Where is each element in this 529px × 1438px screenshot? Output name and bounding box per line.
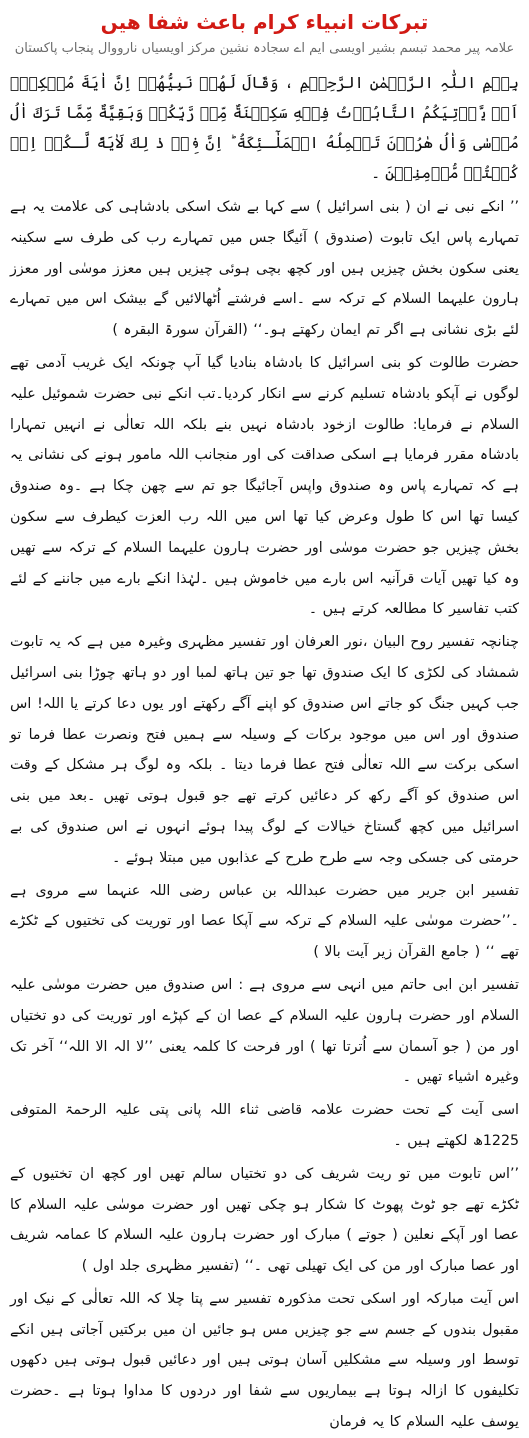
paragraph-talut: حضرت طالوت کو بنی اسرائیل کا بادشاہ بنادیا گیا آپ چونکہ ایک غریب آدمی تھے لوگوں نے آپکو بادشاہ تسلیم کرنے سے انکار کردیا۔تب انکے نبی حضرت شموئیل علیہ السلام نے فرمایا: طالوت ازخود بادشاہ نہیں بنے بلکہ اللہ تعالٰی نے انہیں تمہارا بادشاہ مقرر فرمایا ہے اسکی صداقت کی اور منجانب اللہ مامور ہونے کی نشانی یہ ہے کہ تمہارے پاس وہ صندوق واپس آجائیگا جو تم سے چھن چکا ہے ۔وہ صندوق کیسا تھا اس کا طول وعرض کیا تھا اس میں اللہ رب العزت کیطرف سے سکون بخش چیزیں جو حضرت موسٰی اور حضرت ہارون علیہما السلام کے ترکہ سے تھیں وہ کیا تھیں آیات قرآنیہ اس بارے میں خاموش ہیں ۔لہٰذا انکے بارے میں جاننے کے لئے کتب تفاسیر کا مطالعہ کرتے ہیں ۔ <box>10 354 519 618</box>
paragraph-tafsir-ruh-ul-bayan: چنانچہ تفسیر روح البیان ،نور العرفان اور تفسیر مظہری وغیرہ میں ہے کہ یہ تابوت شمشاد کی لکڑی کا ایک صندوق تھا جو تین ہاتھ لمبا اور دو ہاتھ چوڑا بنی اسرائیل جب کہیں جنگ کو جاتے اس صندوق کو اپنے آگے رکھتے اور یوں دعا کرتے یا اللہ! اس صندوق اور اس میں موجود برکات کے وسیلہ سے ہمیں فتح ونصرت عطا فرما تو اسکی برکت سے اللہ تعالٰی فتح عطا فرما دیتا ۔ بلکہ وہ لوگ ہر مشکل کے وقت اس صندوق کو آگے رکھ کر دعائیں کرتے تھے جو قبول ہوتی تھیں ۔بعد میں بنی اسرائیل میں کچھ گستاخ خیالات کے لوگ پیدا ہوئے انہوں نے اس صندوق کی بے حرمتی کی جسکی وجہ سے طرح طرح کے عذابوں میں مبتلا ہوئے ۔ <box>10 634 519 866</box>
paragraph-qazi-sanaullah: اسی آیت کے تحت حضرت علامہ قاضی ثناء اللہ پانی پتی علیہ الرحمۃ المتوفی 1225ھ لکھتے ہیں ۔ <box>10 1102 519 1149</box>
paragraph-conclusion: اس آیت مبارکہ اور اسکی تحت مذکورہ تفسیر سے پتا چلا کہ اللہ تعالٰی کے نیک اور مقبول بندوں کے جسم سے جو چیزیں مس ہو جائیں ان میں برکتیں آجاتی ہیں انکے توسط اور وسیلہ سے مشکلیں آسان ہوتی ہیں اور دعائیں قبول ہوتی ہیں دکھوں تکلیفوں کا ازالہ ہوتا ہے بیماریوں سے شفا اور دردوں کا مداوا ہوتا ہے ۔حضرت یوسف علیہ السلام کا یہ فرمان <box>10 1290 519 1431</box>
paragraph-translation: ’’ انکے نبی نے ان ( بنی اسرائیل ) سے کہا بے شک اسکی بادشاہی کی علامت یہ ہے تمہارے پاس ایک تابوت (صندوق ) آئیگا جس میں تمہارے رب کی طرف سے سکینہ یعنی سکون بخش چیزیں ہیں اور کچھ بچی ہوئی چیزیں ہیں معزز موسٰی اور معزز ہارون علیہما السلام کے ترکہ سے ۔اسے فرشتے اُٹھالائیں گے بیشک اس میں تمہارے لئے بڑی نشانی ہے اگر تم ایمان رکھتے ہو۔‘‘ (القرآن سورۃ البقرہ ) <box>10 199 519 339</box>
paragraph-ibn-abi-hatim: تفسیر ابن ابی حاتم میں انہی سے مروی ہے : اس صندوق میں حضرت موسٰی علیہ السلام اور حضرت ہارون علیہ السلام کے عصا ان کے کپڑے اور توریت کی دو تختیاں اور من ( جو آسمان سے اُترتا تھا ) اور فرحت کا کلمہ یعنی ’’لا الہ الا اللہ‘‘ آخر تک وغیرہ اشیاء تھیں ۔ <box>10 976 519 1086</box>
quran-verse: بِسۡمِ اللّٰہِ الرَّحۡمٰنِ الرَّحِیۡمِ ، وَقَالَ لَهُمۡ نَبِيُّهُمۡ اِنَّ اٰيَةَ مُلۡكِهٖۤ اَنۡ يَّاۡتِيَكُمُ التَّابُوۡتُ فِيۡهِ سَكِيۡنَةٌ مِّنۡ رَّبِّكُمۡ وَبَقِيَّةٌ مِّمَّا تَرَكَ اٰلُ مُوۡسٰى وَاٰلُ هٰرُوۡنَ تَحۡمِلُهُ الۡمَلٰٓـئِكَةُ ؕ اِنَّ فِىۡ ذٰ لِكَ لَاٰيَةً لَّـكُمۡ اِنۡ كُنۡتُمۡ مُّؤۡمِنِيۡنَ ۔ <box>10 74 519 182</box>
paragraph-tafsir-mazhari-quote: ’’اس تابوت میں تو ریت شریف کی دو تختیاں سالم تھیں اور کچھ ان تختیوں کے ٹکڑے تھے جو ٹوٹ پھوٹ کا شکار ہو چکی تھیں اور حضرت موسٰی علیہ السلام کا عصا اور آپکے نعلین ( جوتے ) مبارک اور حضرت ہارون علیہ السلام کا عمامہ شریف اور عصا مبارک اور من کی ایک تھیلی تھی ۔‘‘ (تفسیر مظہری جلد اول ) <box>10 1165 519 1275</box>
paragraph-ibn-jarir: تفسیر ابن جریر میں حضرت عبداللہ بن عباس رضی اللہ عنہما سے مروی ہے ۔’’حضرت موسٰی علیہ السلام کے ترکہ سے آپکا عصا اور توریت کی تختیوں کے ٹکڑے تھے ‘‘ ( جامع القرآن زیر آیت بالا ) <box>10 882 519 961</box>
author-line: علامہ پیر محمد تبسم بشیر اویسی ایم اے سجادہ نشین مرکز اویسیاں نارووال پنجاب پاکستان <box>14 41 515 56</box>
article-title: تبرکات انبیاء کرام باعث شفا ھیں <box>100 10 429 34</box>
